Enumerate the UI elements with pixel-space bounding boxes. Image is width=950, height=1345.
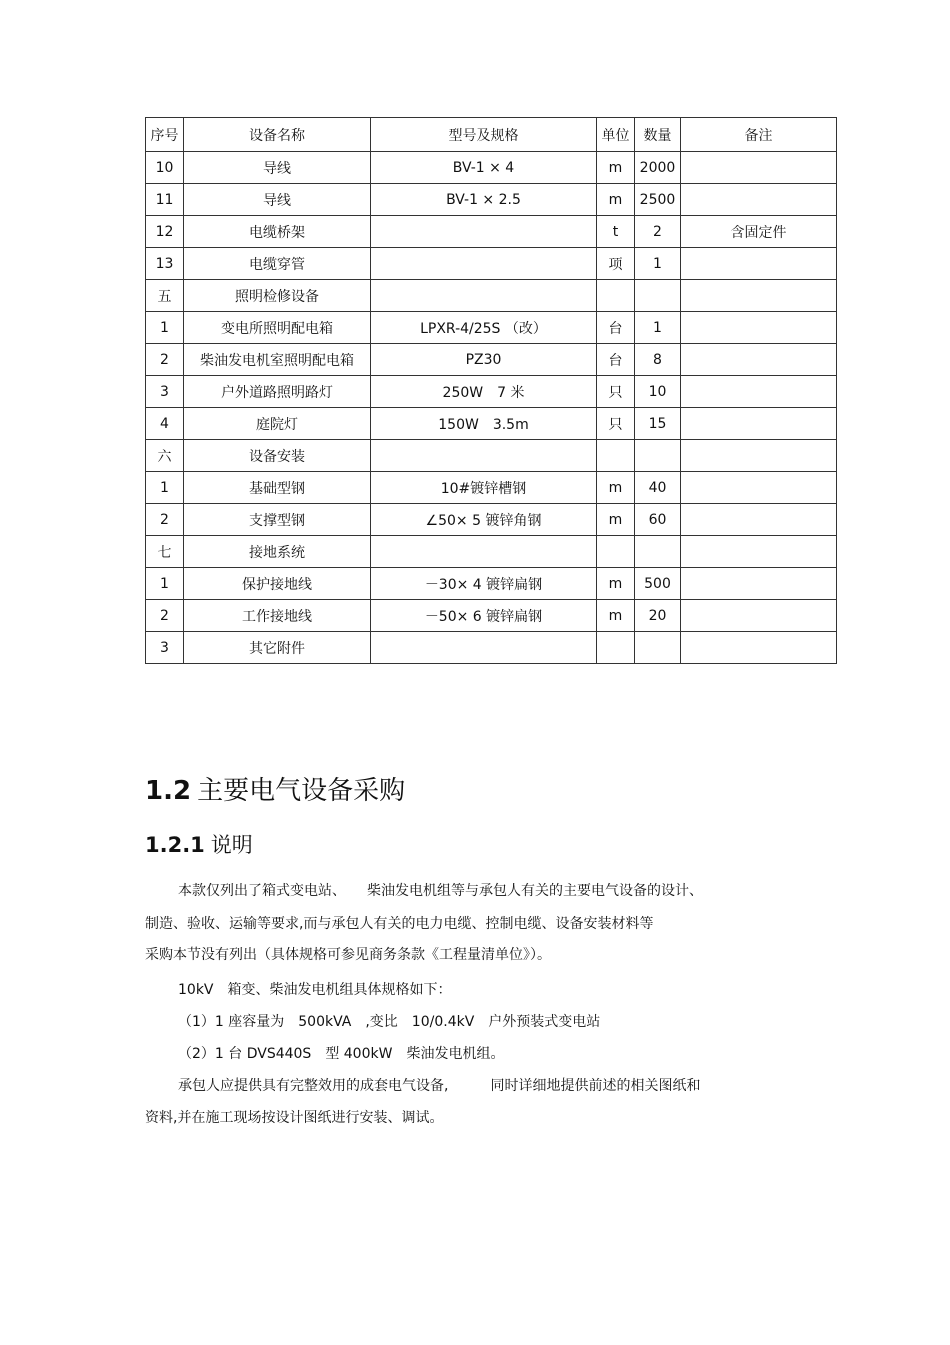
cell-device-name: 电缆桥架	[184, 216, 371, 248]
cell-index: 4	[146, 408, 184, 440]
cell-index: 2	[146, 600, 184, 632]
subsection-heading	[145, 829, 253, 859]
cell-quantity: 60	[635, 504, 681, 536]
header-device-name: 设备名称	[184, 118, 371, 152]
header-remark: 备注	[681, 118, 837, 152]
table-row	[146, 600, 837, 632]
cell-device-name: 户外道路照明路灯	[184, 376, 371, 408]
header-model-spec: 型号及规格	[371, 118, 597, 152]
cell-index: 12	[146, 216, 184, 248]
cell-quantity: 40	[635, 472, 681, 504]
cell-quantity: 20	[635, 600, 681, 632]
paragraph-5-line-2: 资料,并在施工现场按设计图纸进行安装、调试。	[145, 1110, 444, 1126]
cell-device-name: 导线	[184, 184, 371, 216]
cell-model-spec: BV-1 × 4	[371, 152, 597, 184]
cell-quantity: 500	[635, 568, 681, 600]
cell-index: 2	[146, 344, 184, 376]
cell-remark	[681, 184, 837, 216]
cell-device-name: 接地系统	[184, 536, 371, 568]
table-row	[146, 568, 837, 600]
cell-remark	[681, 600, 837, 632]
cell-remark	[681, 568, 837, 600]
cell-unit: t	[597, 216, 635, 248]
cell-unit: 只	[597, 408, 635, 440]
cell-quantity: 2500	[635, 184, 681, 216]
cell-index: 五	[146, 280, 184, 312]
cell-quantity: 1	[635, 312, 681, 344]
cell-model-spec	[371, 248, 597, 280]
cell-index: 2	[146, 504, 184, 536]
cell-device-name: 导线	[184, 152, 371, 184]
cell-unit	[597, 280, 635, 312]
cell-index: 3	[146, 376, 184, 408]
cell-device-name: 变电所照明配电箱	[184, 312, 371, 344]
cell-device-name: 工作接地线	[184, 600, 371, 632]
cell-remark	[681, 152, 837, 184]
cell-model-spec: 250W 7 米	[371, 376, 597, 408]
subsection-number: 1.2.1	[145, 833, 205, 857]
cell-device-name: 柴油发电机室照明配电箱	[184, 344, 371, 376]
cell-device-name: 其它附件	[184, 632, 371, 664]
table-row	[146, 344, 837, 376]
cell-quantity	[635, 536, 681, 568]
cell-quantity: 10	[635, 376, 681, 408]
cell-remark	[681, 248, 837, 280]
paragraph-2: 10kV 箱变、柴油发电机组具体规格如下：	[178, 982, 452, 998]
header-index: 序号	[146, 118, 184, 152]
table-row	[146, 408, 837, 440]
table-row	[146, 632, 837, 664]
cell-index: 1	[146, 472, 184, 504]
cell-unit: 只	[597, 376, 635, 408]
table-header-row	[146, 118, 837, 152]
cell-model-spec	[371, 280, 597, 312]
cell-index: 1	[146, 568, 184, 600]
cell-index: 1	[146, 312, 184, 344]
table-body	[146, 152, 837, 664]
table-row	[146, 376, 837, 408]
cell-device-name: 保护接地线	[184, 568, 371, 600]
cell-device-name: 照明检修设备	[184, 280, 371, 312]
cell-remark	[681, 632, 837, 664]
cell-model-spec: －50× 6 镀锌扁钢	[371, 600, 597, 632]
cell-device-name: 庭院灯	[184, 408, 371, 440]
equipment-table	[145, 117, 837, 664]
cell-remark: 含固定件	[681, 216, 837, 248]
cell-model-spec: ∠50× 5 镀锌角钢	[371, 504, 597, 536]
section-heading	[145, 770, 405, 807]
table-row	[146, 536, 837, 568]
cell-model-spec	[371, 216, 597, 248]
cell-model-spec	[371, 440, 597, 472]
cell-quantity	[635, 632, 681, 664]
cell-model-spec: －30× 4 镀锌扁钢	[371, 568, 597, 600]
cell-quantity	[635, 280, 681, 312]
table-row	[146, 504, 837, 536]
cell-quantity	[635, 440, 681, 472]
subsection-title: 说明	[210, 833, 253, 857]
cell-quantity: 15	[635, 408, 681, 440]
cell-quantity: 2	[635, 216, 681, 248]
cell-unit: m	[597, 600, 635, 632]
cell-unit: 台	[597, 312, 635, 344]
cell-remark	[681, 440, 837, 472]
cell-index: 13	[146, 248, 184, 280]
cell-device-name: 设备安装	[184, 440, 371, 472]
table-row	[146, 184, 837, 216]
table-row	[146, 248, 837, 280]
cell-device-name: 支撑型钢	[184, 504, 371, 536]
table-row	[146, 152, 837, 184]
cell-device-name: 电缆穿管	[184, 248, 371, 280]
cell-index: 10	[146, 152, 184, 184]
cell-unit: m	[597, 152, 635, 184]
table-row	[146, 440, 837, 472]
header-unit: 单位	[597, 118, 635, 152]
table-row	[146, 216, 837, 248]
cell-remark	[681, 536, 837, 568]
cell-model-spec: PZ30	[371, 344, 597, 376]
paragraph-3: （1）1 座容量为 500kVA ,变比 10/0.4kV 户外预装式变电站	[178, 1014, 601, 1030]
cell-remark	[681, 344, 837, 376]
cell-unit: m	[597, 568, 635, 600]
cell-unit: m	[597, 184, 635, 216]
table-row	[146, 312, 837, 344]
cell-index: 11	[146, 184, 184, 216]
cell-remark	[681, 472, 837, 504]
cell-remark	[681, 376, 837, 408]
cell-index: 3	[146, 632, 184, 664]
section-title: 主要电气设备采购	[197, 776, 406, 806]
cell-model-spec: 10#镀锌槽钢	[371, 472, 597, 504]
cell-quantity: 2000	[635, 152, 681, 184]
cell-unit: m	[597, 472, 635, 504]
paragraph-1-line-2: 制造、验收、运输等要求,而与承包人有关的电力电缆、控制电缆、设备安装材料等	[145, 916, 654, 932]
cell-index: 七	[146, 536, 184, 568]
cell-remark	[681, 280, 837, 312]
cell-index: 六	[146, 440, 184, 472]
cell-unit: 项	[597, 248, 635, 280]
cell-device-name: 基础型钢	[184, 472, 371, 504]
paragraph-5-line-1: 承包人应提供具有完整效用的成套电气设备, 同时详细地提供前述的相关图纸和	[178, 1078, 701, 1094]
cell-model-spec	[371, 632, 597, 664]
table-row	[146, 280, 837, 312]
cell-unit: m	[597, 504, 635, 536]
cell-quantity: 1	[635, 248, 681, 280]
cell-remark	[681, 408, 837, 440]
section-number: 1.2	[145, 776, 192, 806]
paragraph-4: （2）1 台 DVS440S 型 400kW 柴油发电机组。	[178, 1046, 505, 1062]
cell-model-spec: 150W 3.5m	[371, 408, 597, 440]
cell-remark	[681, 504, 837, 536]
cell-unit: 台	[597, 344, 635, 376]
cell-model-spec	[371, 536, 597, 568]
paragraph-1-line-3: 采购本节没有列出（具体规格可参见商务条款《工程量清单位》）。	[145, 947, 551, 963]
cell-unit	[597, 440, 635, 472]
paragraph-1-line-1: 本款仅列出了箱式变电站、 柴油发电机组等与承包人有关的主要电气设备的设计、	[178, 883, 703, 899]
cell-remark	[681, 312, 837, 344]
cell-unit	[597, 632, 635, 664]
cell-model-spec: BV-1 × 2.5	[371, 184, 597, 216]
cell-unit	[597, 536, 635, 568]
header-quantity: 数量	[635, 118, 681, 152]
table-row	[146, 472, 837, 504]
cell-model-spec: LPXR-4/25S （改）	[371, 312, 597, 344]
cell-quantity: 8	[635, 344, 681, 376]
